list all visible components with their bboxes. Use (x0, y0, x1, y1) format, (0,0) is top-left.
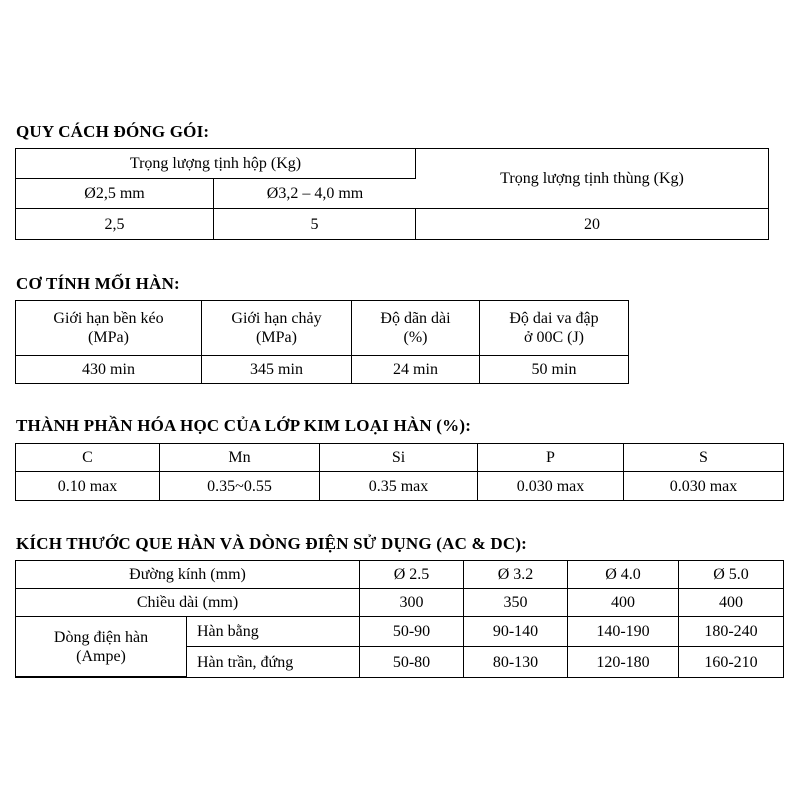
length-value: 350 (464, 589, 568, 617)
mechanical-table (15, 300, 629, 384)
length-value: 300 (360, 589, 464, 617)
yield-strength-value: 345 min (202, 356, 352, 383)
diameter-value: Ø 4.0 (568, 561, 679, 589)
current-label-line2: (Ampe) (76, 647, 126, 665)
current-label-line1: Dòng điện hàn (53, 628, 149, 646)
box-weight-large-value: 5 (214, 209, 416, 239)
element-mn-value: 0.35~0.55 (160, 472, 320, 500)
element-si-header: Si (320, 444, 478, 472)
element-s-value: 0.030 max (669, 477, 738, 495)
dimensions-table (15, 560, 784, 678)
overhead-welding-label: Hàn trần, đứng (187, 647, 360, 677)
size-large-header: Ø3,2 – 4,0 mm (214, 179, 416, 209)
elongation-header (352, 301, 480, 356)
header-unit: ở 00C (J) (523, 329, 584, 346)
box-weight-header: Trọng lượng tịnh hộp (Kg) (16, 149, 416, 179)
carton-weight-header: Trọng lượng tịnh thùng (Kg) (416, 149, 768, 209)
box-weight-small-value: 2,5 (16, 209, 214, 239)
current-label (16, 617, 187, 677)
packaging-heading: QUY CÁCH ĐÓNG GÓI: (16, 122, 210, 141)
element-s-header: S (624, 444, 783, 472)
size-small-header: Ø2,5 mm (16, 179, 214, 209)
header-unit: (MPa) (88, 329, 129, 346)
flat-welding-label: Hàn bằng (187, 617, 360, 647)
header-line: Độ dai va đập (509, 310, 599, 327)
length-label: Chiều dài (mm) (16, 589, 360, 617)
length-value: 400 (568, 589, 679, 617)
carton-weight-value: 20 (584, 215, 600, 233)
chemical-table (15, 443, 784, 501)
element-c-header: C (16, 444, 160, 472)
dimensions-heading: KÍCH THƯỚC QUE HÀN VÀ DÒNG ĐIỆN SỬ DỤNG (AC & DC): (16, 534, 528, 553)
overhead-current-value: 120-180 (568, 647, 679, 677)
header-line: Độ dãn dài (380, 310, 451, 327)
packaging-table (15, 148, 769, 240)
diameter-value: Ø 3.2 (464, 561, 568, 589)
impact-toughness-value: 50 min (531, 361, 577, 378)
length-value: 400 (679, 589, 783, 617)
mechanical-heading: CƠ TÍNH MỐI HÀN: (16, 274, 180, 293)
header-line: Giới hạn chảy (231, 310, 322, 327)
tensile-strength-value: 430 min (16, 356, 202, 383)
element-si-value: 0.35 max (320, 472, 478, 500)
element-c-value: 0.10 max (16, 472, 160, 500)
header-line: Giới hạn bền kéo (53, 310, 164, 327)
elongation-value: 24 min (352, 356, 480, 383)
element-p-value: 0.030 max (478, 472, 624, 500)
diameter-value: Ø 2.5 (360, 561, 464, 589)
overhead-current-value: 80-130 (464, 647, 568, 677)
tensile-strength-header (16, 301, 202, 356)
element-mn-header: Mn (160, 444, 320, 472)
flat-current-value: 140-190 (568, 617, 679, 647)
overhead-current-value: 160-210 (704, 653, 758, 671)
impact-toughness-header (480, 301, 628, 356)
flat-current-value: 90-140 (464, 617, 568, 647)
flat-current-value: 50-90 (360, 617, 464, 647)
header-unit: (%) (403, 329, 428, 346)
chemical-heading: THÀNH PHẦN HÓA HỌC CỦA LỚP KIM LOẠI HÀN (%): (16, 416, 472, 435)
overhead-current-value: 50-80 (360, 647, 464, 677)
element-p-header: P (478, 444, 624, 472)
diameter-value: Ø 5.0 (679, 561, 783, 589)
flat-current-value: 180-240 (679, 617, 783, 647)
header-unit: (MPa) (256, 329, 297, 346)
yield-strength-header (202, 301, 352, 356)
diameter-label: Đường kính (mm) (16, 561, 360, 589)
